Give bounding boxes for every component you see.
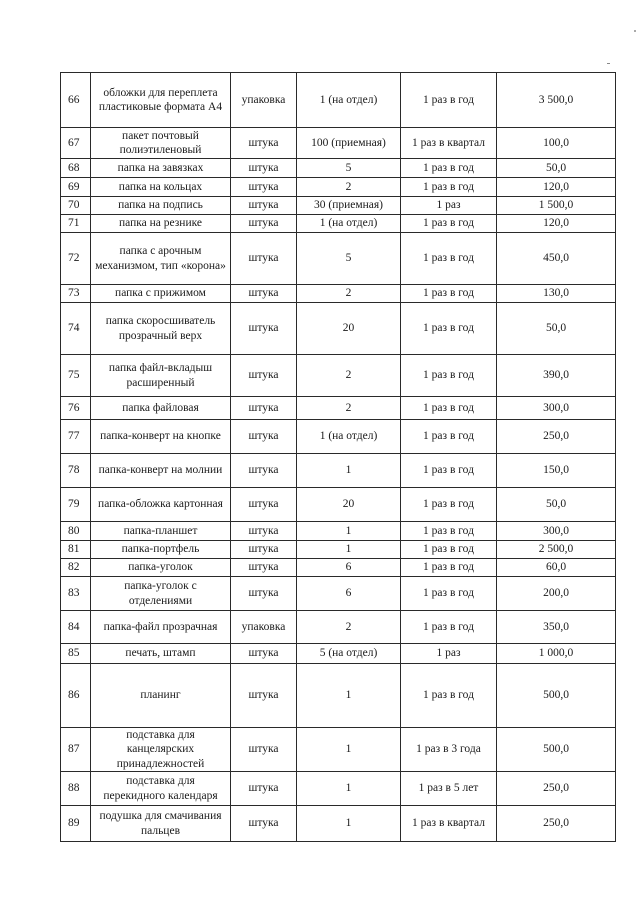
row-number-cell: 67 (61, 128, 91, 159)
unit-cell: штука (231, 577, 297, 611)
table-row (61, 644, 616, 664)
frequency-cell: 1 раз в год (401, 73, 497, 128)
frequency-cell: 1 раз в 3 года (401, 728, 497, 772)
item-name-cell: папка-файл прозрачная (91, 611, 231, 644)
item-name-cell: папка-обложка картонная (91, 488, 231, 522)
frequency-cell: 1 раз в год (401, 178, 497, 197)
unit-cell: штука (231, 420, 297, 454)
unit-cell: штука (231, 233, 297, 285)
frequency-cell: 1 раз (401, 197, 497, 215)
row-number-cell: 73 (61, 285, 91, 303)
item-name-cell: папка скоросшиватель прозрачный верх (91, 303, 231, 355)
unit-cell: штука (231, 215, 297, 233)
price-cell: 120,0 (497, 178, 616, 197)
row-number-cell: 85 (61, 644, 91, 664)
row-number-cell: 77 (61, 420, 91, 454)
row-number-cell: 70 (61, 197, 91, 215)
frequency-cell: 1 раз в квартал (401, 128, 497, 159)
frequency-cell: 1 раз в год (401, 577, 497, 611)
table-row (61, 128, 616, 159)
row-number-cell: 74 (61, 303, 91, 355)
price-cell: 2 500,0 (497, 541, 616, 559)
table-row (61, 454, 616, 488)
price-cell: 50,0 (497, 303, 616, 355)
row-number-cell: 75 (61, 355, 91, 397)
item-name-cell: папка-уголок с отделениями (91, 577, 231, 611)
quantity-cell: 1 (297, 728, 401, 772)
unit-cell: штука (231, 285, 297, 303)
table-row (61, 73, 616, 128)
unit-cell: штука (231, 128, 297, 159)
item-name-cell: обложки для переплета пластиковые формата А4 (91, 73, 231, 128)
quantity-cell: 1 (297, 772, 401, 806)
quantity-cell: 100 (приемная) (297, 128, 401, 159)
frequency-cell: 1 раз в год (401, 454, 497, 488)
frequency-cell: 1 раз в год (401, 215, 497, 233)
quantity-cell: 1 (на отдел) (297, 420, 401, 454)
price-cell: 250,0 (497, 772, 616, 806)
table-row (61, 355, 616, 397)
table-row (61, 178, 616, 197)
row-number-cell: 86 (61, 664, 91, 728)
table-row (61, 522, 616, 541)
quantity-cell: 2 (297, 178, 401, 197)
table-row (61, 611, 616, 644)
price-cell: 450,0 (497, 233, 616, 285)
frequency-cell: 1 раз в год (401, 159, 497, 178)
scan-mark (607, 63, 610, 64)
price-cell: 300,0 (497, 397, 616, 420)
item-name-cell: папка на резнике (91, 215, 231, 233)
table-row (61, 303, 616, 355)
price-cell: 120,0 (497, 215, 616, 233)
price-cell: 250,0 (497, 806, 616, 842)
quantity-cell: 6 (297, 577, 401, 611)
item-name-cell: папка-конверт на молнии (91, 454, 231, 488)
item-name-cell: папка файловая (91, 397, 231, 420)
unit-cell: упаковка (231, 73, 297, 128)
table-row (61, 488, 616, 522)
frequency-cell: 1 раз в год (401, 559, 497, 577)
table-row (61, 559, 616, 577)
price-cell: 250,0 (497, 420, 616, 454)
frequency-cell: 1 раз в квартал (401, 806, 497, 842)
row-number-cell: 89 (61, 806, 91, 842)
price-cell: 50,0 (497, 488, 616, 522)
item-name-cell: пакет почтовый полиэтиленовый (91, 128, 231, 159)
row-number-cell: 79 (61, 488, 91, 522)
row-number-cell: 80 (61, 522, 91, 541)
table-row (61, 215, 616, 233)
unit-cell: штука (231, 644, 297, 664)
price-cell: 60,0 (497, 559, 616, 577)
quantity-cell: 2 (297, 355, 401, 397)
unit-cell: штука (231, 397, 297, 420)
row-number-cell: 78 (61, 454, 91, 488)
price-cell: 390,0 (497, 355, 616, 397)
unit-cell: штука (231, 454, 297, 488)
unit-cell: штука (231, 806, 297, 842)
quantity-cell: 5 (297, 159, 401, 178)
unit-cell: штука (231, 197, 297, 215)
item-name-cell: папка с прижимом (91, 285, 231, 303)
unit-cell: штука (231, 355, 297, 397)
table-row (61, 397, 616, 420)
item-name-cell: папка-планшет (91, 522, 231, 541)
row-number-cell: 81 (61, 541, 91, 559)
price-cell: 150,0 (497, 454, 616, 488)
unit-cell: упаковка (231, 611, 297, 644)
item-name-cell: планинг (91, 664, 231, 728)
row-number-cell: 66 (61, 73, 91, 128)
item-name-cell: папка-конверт на кнопке (91, 420, 231, 454)
item-name-cell: печать, штамп (91, 644, 231, 664)
unit-cell: штука (231, 522, 297, 541)
row-number-cell: 84 (61, 611, 91, 644)
frequency-cell: 1 раз в год (401, 397, 497, 420)
row-number-cell: 76 (61, 397, 91, 420)
table-row (61, 772, 616, 806)
frequency-cell: 1 раз (401, 644, 497, 664)
quantity-cell: 1 (на отдел) (297, 73, 401, 128)
frequency-cell: 1 раз в год (401, 522, 497, 541)
table-row (61, 541, 616, 559)
quantity-cell: 1 (на отдел) (297, 215, 401, 233)
unit-cell: штука (231, 541, 297, 559)
row-number-cell: 71 (61, 215, 91, 233)
table-row (61, 197, 616, 215)
item-name-cell: папка с арочным механизмом, тип «корона» (91, 233, 231, 285)
quantity-cell: 6 (297, 559, 401, 577)
frequency-cell: 1 раз в год (401, 285, 497, 303)
frequency-cell: 1 раз в 5 лет (401, 772, 497, 806)
item-name-cell: папка на кольцах (91, 178, 231, 197)
quantity-cell: 1 (297, 522, 401, 541)
price-cell: 1 500,0 (497, 197, 616, 215)
table-row (61, 664, 616, 728)
frequency-cell: 1 раз в год (401, 233, 497, 285)
quantity-cell: 2 (297, 397, 401, 420)
price-cell: 300,0 (497, 522, 616, 541)
item-name-cell: папка на завязках (91, 159, 231, 178)
quantity-cell: 20 (297, 303, 401, 355)
row-number-cell: 87 (61, 728, 91, 772)
frequency-cell: 1 раз в год (401, 541, 497, 559)
row-number-cell: 88 (61, 772, 91, 806)
unit-cell: штука (231, 488, 297, 522)
quantity-cell: 5 (297, 233, 401, 285)
table-row (61, 159, 616, 178)
frequency-cell: 1 раз в год (401, 420, 497, 454)
unit-cell: штука (231, 303, 297, 355)
supplies-table (60, 72, 616, 842)
price-cell: 200,0 (497, 577, 616, 611)
table-row (61, 577, 616, 611)
unit-cell: штука (231, 728, 297, 772)
table-row (61, 285, 616, 303)
price-cell: 130,0 (497, 285, 616, 303)
row-number-cell: 72 (61, 233, 91, 285)
price-cell: 500,0 (497, 728, 616, 772)
quantity-cell: 1 (297, 541, 401, 559)
quantity-cell: 1 (297, 454, 401, 488)
table-row (61, 806, 616, 842)
row-number-cell: 83 (61, 577, 91, 611)
item-name-cell: подушка для смачивания пальцев (91, 806, 231, 842)
item-name-cell: папка-уголок (91, 559, 231, 577)
frequency-cell: 1 раз в год (401, 488, 497, 522)
quantity-cell: 20 (297, 488, 401, 522)
price-cell: 100,0 (497, 128, 616, 159)
item-name-cell: папка файл-вкладыш расширенный (91, 355, 231, 397)
unit-cell: штука (231, 178, 297, 197)
table-row (61, 233, 616, 285)
frequency-cell: 1 раз в год (401, 355, 497, 397)
quantity-cell: 1 (297, 664, 401, 728)
quantity-cell: 2 (297, 611, 401, 644)
frequency-cell: 1 раз в год (401, 664, 497, 728)
item-name-cell: подставка для канцелярских принадлежностей (91, 728, 231, 772)
table-row (61, 420, 616, 454)
price-cell: 50,0 (497, 159, 616, 178)
row-number-cell: 68 (61, 159, 91, 178)
row-number-cell: 82 (61, 559, 91, 577)
price-cell: 500,0 (497, 664, 616, 728)
row-number-cell: 69 (61, 178, 91, 197)
table-row (61, 728, 616, 772)
unit-cell: штука (231, 772, 297, 806)
item-name-cell: папка-портфель (91, 541, 231, 559)
frequency-cell: 1 раз в год (401, 303, 497, 355)
quantity-cell: 5 (на отдел) (297, 644, 401, 664)
quantity-cell: 30 (приемная) (297, 197, 401, 215)
price-cell: 1 000,0 (497, 644, 616, 664)
price-cell: 3 500,0 (497, 73, 616, 128)
price-cell: 350,0 (497, 611, 616, 644)
frequency-cell: 1 раз в год (401, 611, 497, 644)
unit-cell: штука (231, 159, 297, 178)
quantity-cell: 1 (297, 806, 401, 842)
scan-mark (634, 30, 636, 32)
item-name-cell: подставка для перекидного календаря (91, 772, 231, 806)
unit-cell: штука (231, 559, 297, 577)
unit-cell: штука (231, 664, 297, 728)
quantity-cell: 2 (297, 285, 401, 303)
item-name-cell: папка на подпись (91, 197, 231, 215)
